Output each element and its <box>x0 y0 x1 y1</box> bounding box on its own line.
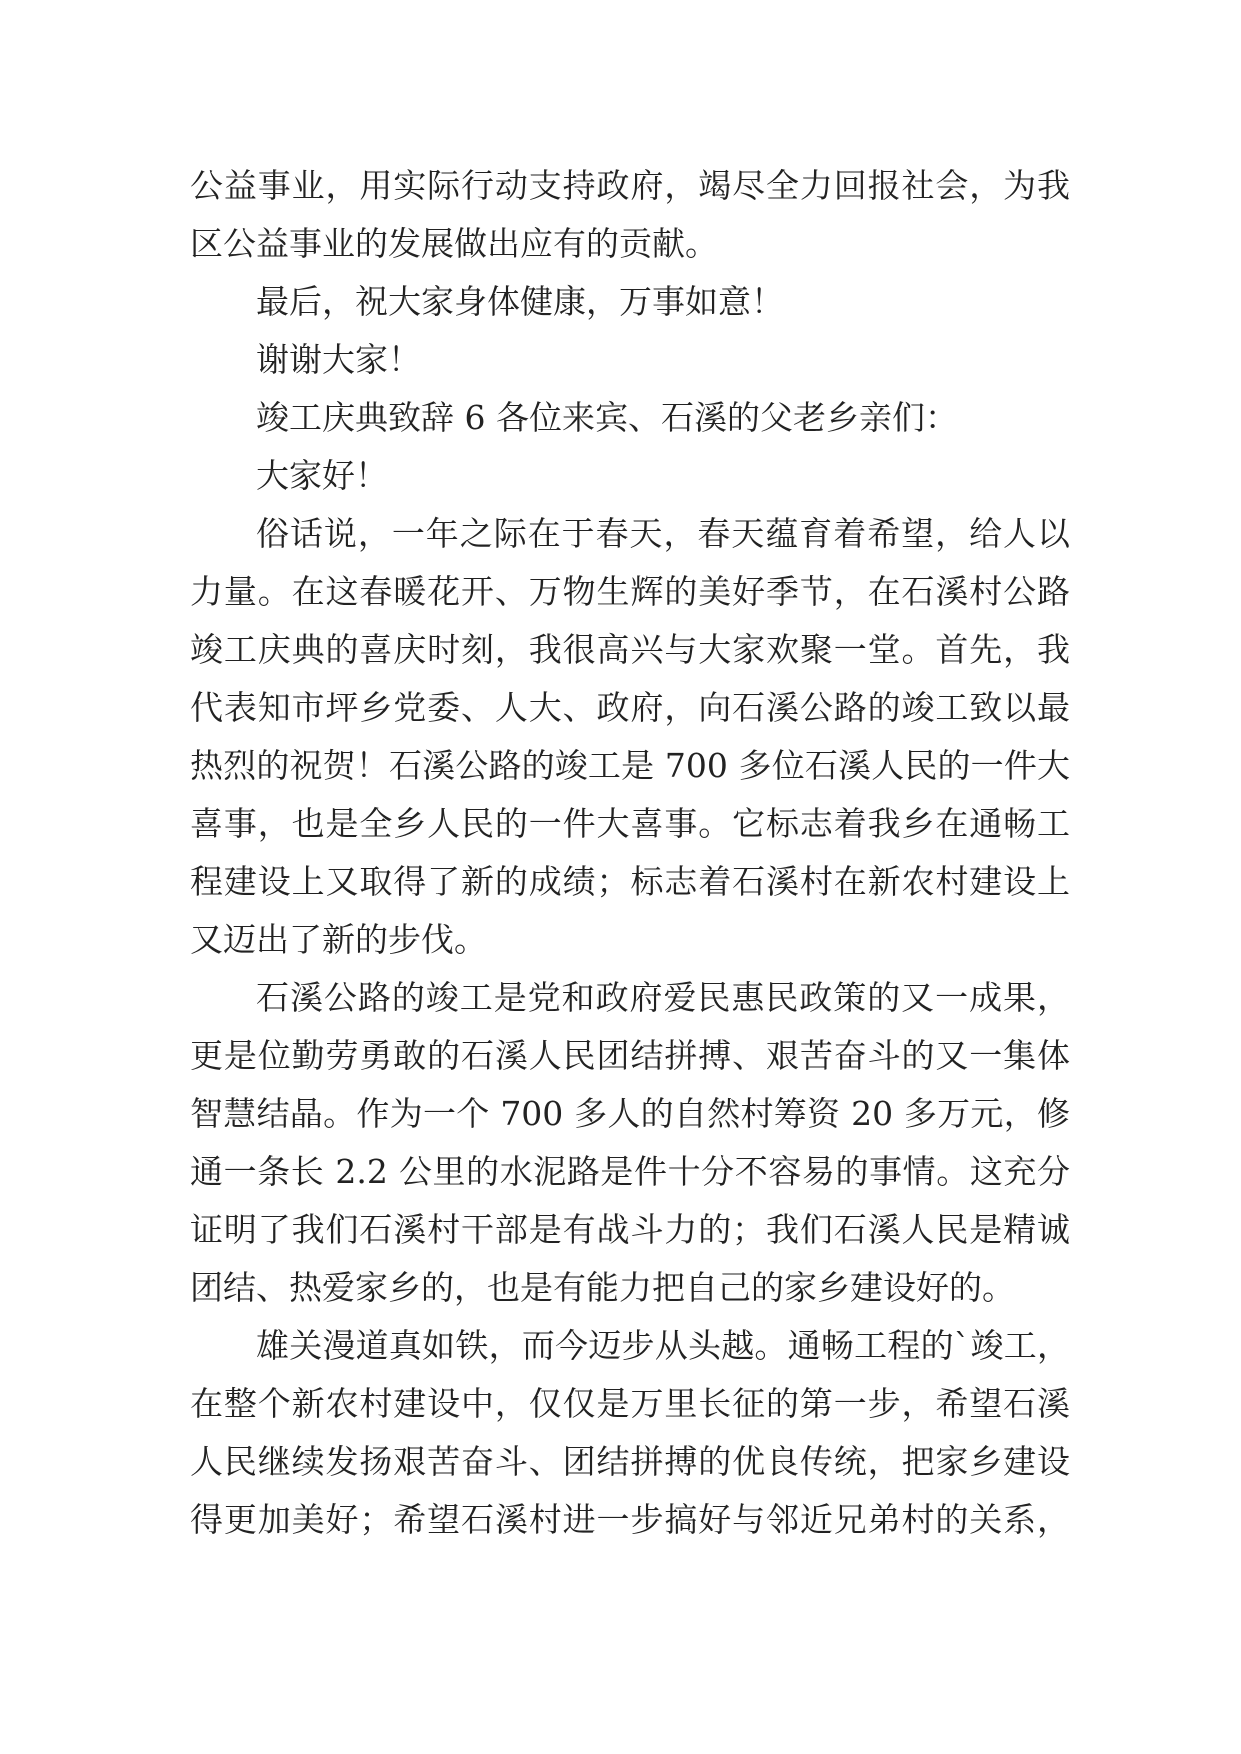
text-line: 程建设上又取得了新的成绩；标志着石溪村在新农村建设上 <box>190 862 1070 901</box>
text-line: 又迈出了新的步伐。 <box>190 920 487 959</box>
text-line: 俗话说，一年之际在于春天，春天蕴育着希望，给人以 <box>256 514 1070 553</box>
text-line: 竣工庆典的喜庆时刻，我很高兴与大家欢聚一堂。首先，我 <box>190 630 1070 669</box>
text-line: 团结、热爱家乡的，也是有能力把自己的家乡建设好的。 <box>190 1268 1015 1307</box>
text-line: 代表知市坪乡党委、人大、政府，向石溪公路的竣工致以最 <box>190 688 1070 727</box>
text-line: 人民继续发扬艰苦奋斗、团结拼搏的优良传统，把家乡建设 <box>190 1442 1070 1481</box>
text-line: 力量。在这春暖花开、万物生辉的美好季节，在石溪村公路 <box>190 572 1070 611</box>
text-line: 热烈的祝贺！石溪公路的竣工是 700 多位石溪人民的一件大 <box>190 746 1070 785</box>
text-line: 石溪公路的竣工是党和政府爱民惠民政策的又一成果， <box>256 978 1070 1017</box>
text-line: 最后，祝大家身体健康，万事如意！ <box>256 282 784 321</box>
text-line: 在整个新农村建设中，仅仅是万里长征的第一步，希望石溪 <box>190 1384 1070 1423</box>
text-line: 区公益事业的发展做出应有的贡献。 <box>190 224 718 263</box>
text-line: 竣工庆典致辞 6 各位来宾、石溪的父老乡亲们： <box>256 398 958 437</box>
text-line: 通一条长 2.2 公里的水泥路是件十分不容易的事情。这充分 <box>190 1152 1070 1191</box>
text-line: 大家好！ <box>256 456 388 495</box>
text-line: 证明了我们石溪村干部是有战斗力的；我们石溪人民是精诚 <box>190 1210 1070 1249</box>
document-body <box>190 157 1070 1549</box>
text-line: 喜事，也是全乡人民的一件大喜事。它标志着我乡在通畅工 <box>190 804 1070 843</box>
text-line: 更是位勤劳勇敢的石溪人民团结拼搏、艰苦奋斗的又一集体 <box>190 1036 1070 1075</box>
text-line: 得更加美好；希望石溪村进一步搞好与邻近兄弟村的关系， <box>190 1500 1070 1539</box>
text-line: 雄关漫道真如铁，而今迈步从头越。通畅工程的`竣工， <box>256 1326 1070 1365</box>
text-line: 智慧结晶。作为一个 700 多人的自然村筹资 20 多万元，修 <box>190 1094 1070 1133</box>
text-line: 谢谢大家！ <box>256 340 421 379</box>
text-line: 公益事业，用实际行动支持政府，竭尽全力回报社会，为我 <box>190 166 1070 205</box>
